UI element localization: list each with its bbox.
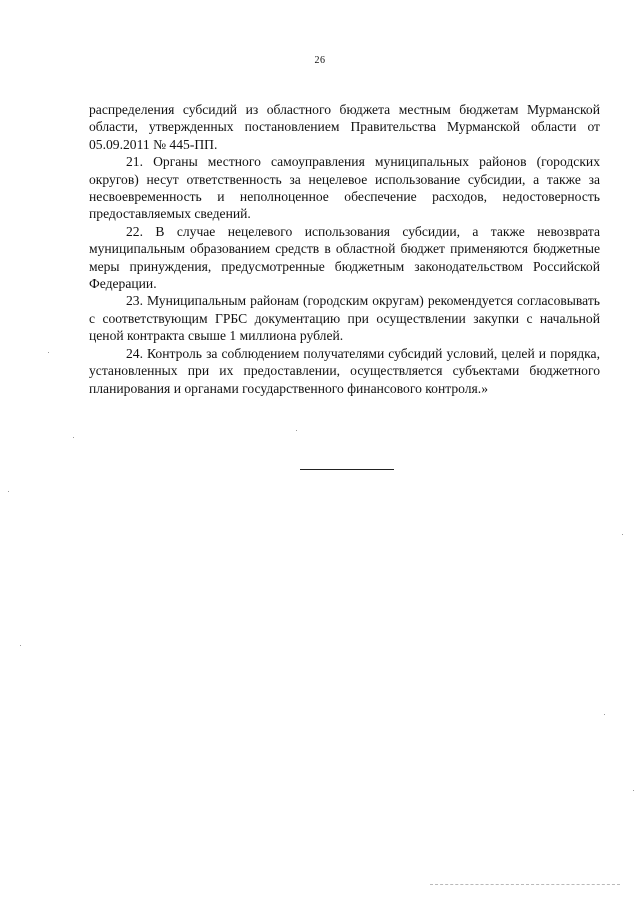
paragraph-continuation: распределения субсидий из областного бюджета местным бюджетам Мурманской области, утвержденных постановлением Правительства Мурманской области от 05.09.2011 № 445-ПП.	[89, 102, 600, 152]
closing-divider-line	[300, 469, 394, 470]
scan-speck	[8, 491, 9, 492]
page-number: 26	[314, 55, 326, 66]
scan-speck	[20, 645, 21, 646]
document-body	[89, 101, 600, 397]
scan-speck	[622, 534, 623, 535]
paragraph-clause-21: 21. Органы местного самоуправления муниципальных районов (городских округов) несут ответственность за нецелевое использование субсидии, а также за несвоевременность и неполноценное обеспечение расходов, недостоверность предоставляемых сведений.	[89, 154, 600, 222]
paragraph-clause-23: 23. Муниципальным районам (городским округам) рекомендуется согласовывать с соответствующим ГРБС документацию при осуществлении закупки с начальной ценой контракта свыше 1 миллиона рублей.	[89, 293, 600, 344]
paragraph-clause-24: 24. Контроль за соблюдением получателями субсидий условий, целей и порядка, установленных при их предоставлении, осуществляется субъектами бюджетного планирования и органами государственного финансового контроля.»	[89, 345, 600, 396]
scan-speck	[633, 790, 634, 791]
scan-speck	[48, 352, 49, 353]
scan-speck	[604, 714, 605, 715]
scan-speck	[296, 430, 297, 431]
paragraph-clause-22: 22. В случае нецелевого использования субсидии, а также невозврата муниципальным образованием средств в областной бюджет применяются бюджетные меры принуждения, предусмотренные бюджетным законодательством Российской Федерации.	[89, 223, 600, 292]
scan-edge-mark	[430, 884, 620, 885]
scan-speck	[73, 437, 74, 438]
